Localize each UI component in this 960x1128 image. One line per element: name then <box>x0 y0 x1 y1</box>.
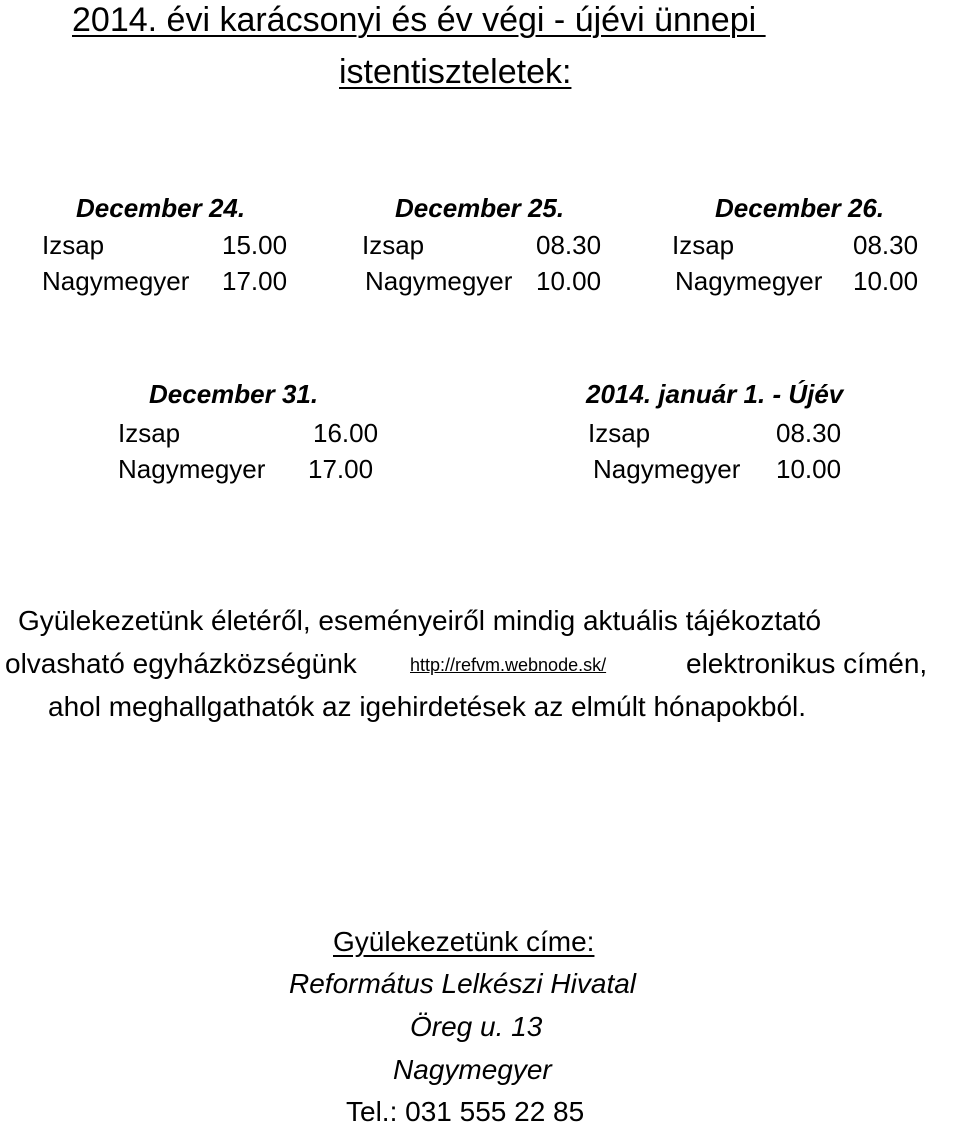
info-line-2-start: olvasható egyházközségünk <box>5 648 357 679</box>
service-time: 10.00 <box>776 454 842 484</box>
page-title-line-2: istentiszteletek: <box>339 53 572 91</box>
page-title-line-1: 2014. évi karácsonyi és év végi - újévi ünnepi <box>72 1 766 39</box>
place-label: Izsap <box>362 230 425 260</box>
info-line-1: Gyülekezetünk életéről, eseményeiről mindig aktuális tájékoztató <box>18 605 822 636</box>
address-street: Öreg u. 13 <box>410 1011 543 1042</box>
service-time: 17.00 <box>308 454 374 484</box>
info-line-2-end: elektronikus címén, <box>686 648 928 679</box>
place-label: Izsap <box>42 230 105 260</box>
place-label: Izsap <box>672 230 735 260</box>
service-time: 16.00 <box>313 418 379 448</box>
website-link[interactable]: http://refvm.webnode.sk/ <box>410 655 607 675</box>
place-label: Izsap <box>588 418 651 448</box>
place-label: Nagymegyer <box>118 454 266 484</box>
service-time: 10.00 <box>536 266 602 296</box>
address-heading: Gyülekezetünk címe: <box>333 926 595 957</box>
address-name: Református Lelkészi Hivatal <box>289 968 637 999</box>
service-time: 08.30 <box>853 230 919 260</box>
place-label: Nagymegyer <box>593 454 741 484</box>
place-label: Nagymegyer <box>675 266 823 296</box>
info-line-3: ahol meghallgathatók az igehirdetések az elmúlt hónapokból. <box>48 691 807 722</box>
service-time: 08.30 <box>536 230 602 260</box>
service-time: 08.30 <box>776 418 842 448</box>
day-heading: December 31. <box>149 379 319 409</box>
address-city: Nagymegyer <box>393 1054 552 1085</box>
service-time: 15.00 <box>222 230 288 260</box>
service-time: 10.00 <box>853 266 919 296</box>
place-label: Izsap <box>118 418 181 448</box>
service-time: 17.00 <box>222 266 288 296</box>
place-label: Nagymegyer <box>365 266 513 296</box>
day-heading: December 26. <box>715 193 885 223</box>
address-phone: Tel.: 031 555 22 85 <box>346 1096 585 1127</box>
place-label: Nagymegyer <box>42 266 190 296</box>
day-heading: December 24. <box>76 193 246 223</box>
day-heading: 2014. január 1. - Újév <box>586 379 844 409</box>
day-heading: December 25. <box>395 193 565 223</box>
